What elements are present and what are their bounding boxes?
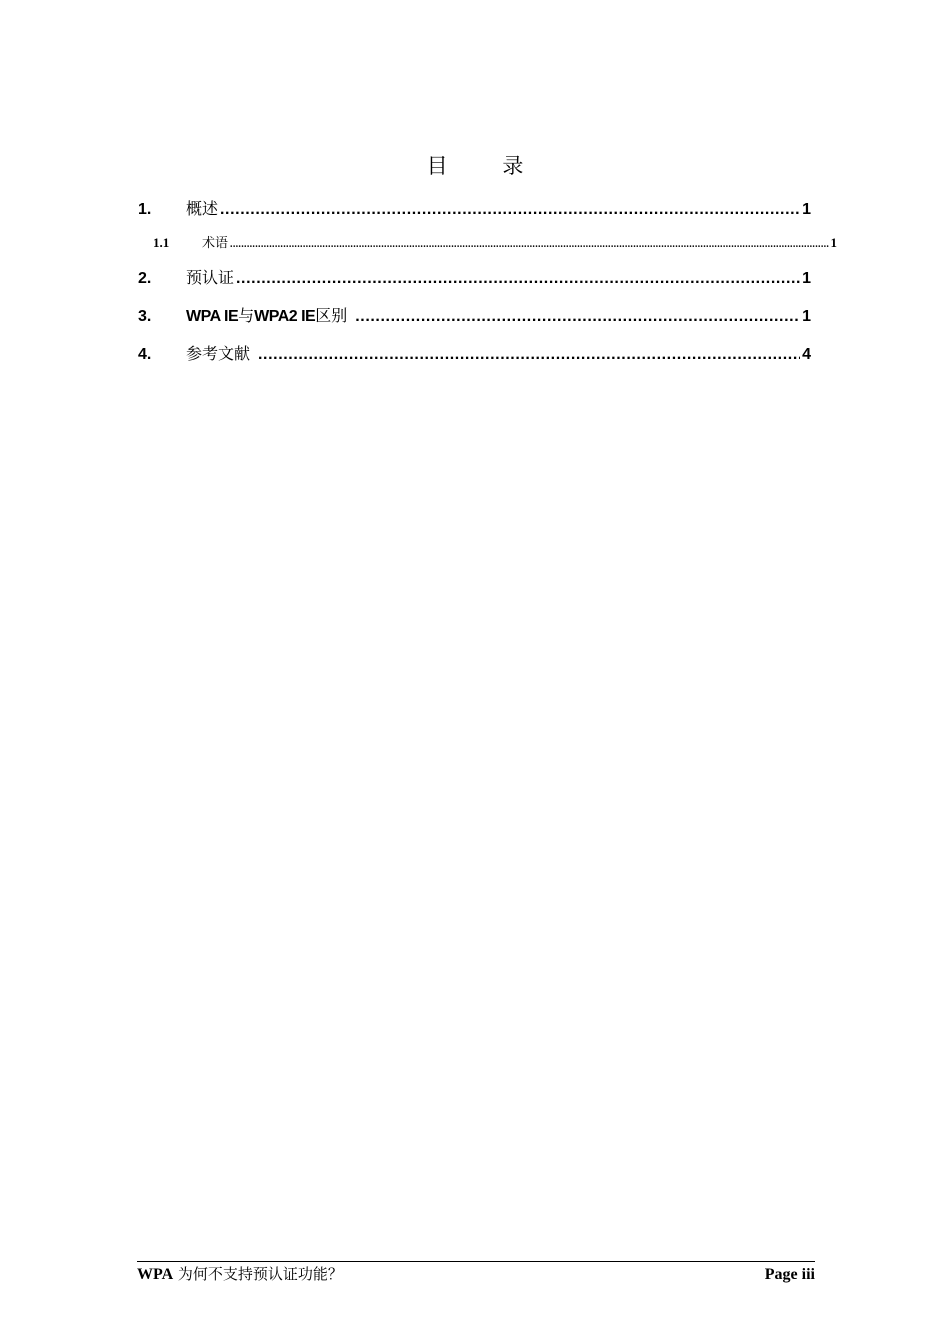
toc-leader-dots: [236, 270, 800, 288]
footer-page-number: Page iii: [764, 1266, 815, 1283]
toc-leader-dots: [355, 308, 800, 326]
toc-entry-page: 1: [830, 235, 837, 250]
toc-label-part: WPA2 IE: [254, 308, 316, 325]
toc-entry-ie-difference[interactable]: [138, 303, 811, 326]
toc-entry-label: 预认证: [186, 268, 235, 287]
toc-entry-label: 概述: [186, 199, 219, 218]
footer-title-latin: WPA: [137, 1266, 174, 1283]
toc-entry-number: 3.: [138, 308, 152, 325]
toc-entry-number: 2.: [138, 270, 152, 287]
toc-entry-number: 1.1: [153, 235, 170, 250]
toc-leader-dots: [220, 201, 800, 219]
toc-entry-number: 1.: [138, 201, 152, 218]
toc-entry-page: 1: [802, 201, 811, 218]
toc-entry-number: 4.: [138, 346, 152, 363]
toc-leader-dots: [258, 346, 800, 364]
toc-entry-references[interactable]: [138, 341, 811, 364]
toc-entry-preauth[interactable]: [138, 265, 811, 288]
toc-entry-page: 1: [802, 270, 811, 287]
toc-title: 目 录: [426, 154, 548, 178]
toc-label-part: WPA IE: [186, 308, 239, 325]
toc-leader-dots: [230, 239, 828, 250]
toc-label-part: 与: [238, 306, 255, 325]
footer-document-title: [137, 1263, 343, 1284]
toc-entry-terminology[interactable]: [153, 232, 837, 251]
toc-entry-label: [186, 303, 347, 326]
footer-divider: [137, 1261, 815, 1262]
page-footer: [137, 1263, 815, 1284]
toc-entry-page: 1: [802, 308, 811, 325]
toc-entry-label: 参考文献: [186, 344, 251, 363]
toc-entry-overview[interactable]: [138, 196, 811, 219]
toc-label-part: 区别: [315, 306, 348, 325]
toc-entry-page: 4: [802, 346, 811, 363]
toc-entry-label: 术语: [202, 236, 229, 251]
footer-title-text: 为何不支持预认证功能？: [173, 1265, 343, 1283]
